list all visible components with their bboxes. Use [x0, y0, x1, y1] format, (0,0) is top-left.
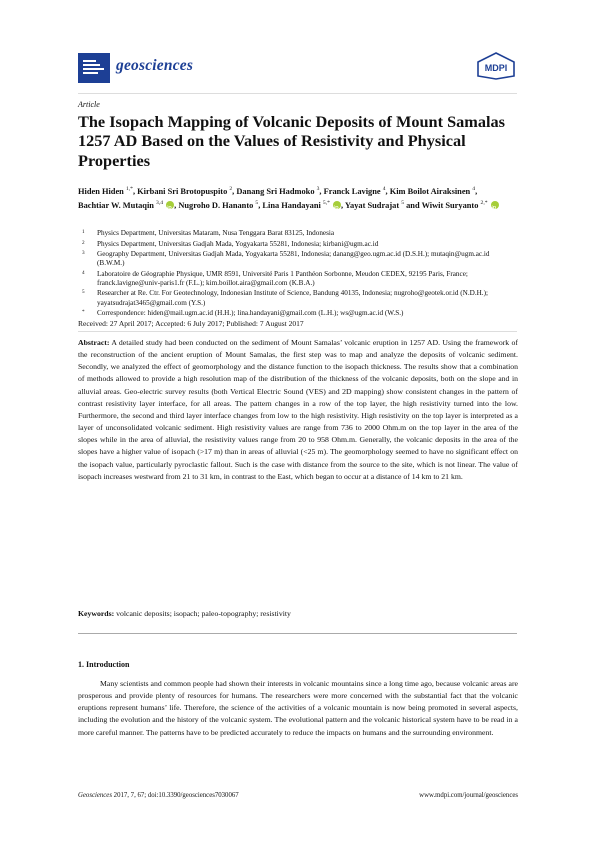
affiliation-item: 1 Physics Department, Universitas Mataram, Nusa Tenggara Barat 83125, Indonesia: [82, 229, 335, 237]
author-name[interactable]: Danang Sri Hadmoko $^3$: [236, 186, 320, 196]
author-name[interactable]: Bachtiar W. Mutaqin $^{3,4}$ iD: [78, 201, 174, 210]
orcid-icon[interactable]: [166, 201, 174, 209]
author-list: Hiden Hiden $^{1,*}$, Kirbani Sri Brotopuspito $^2$, Danang Sri Hadmoko $^3$, Franck Lavigne $^4$, Kim Boilot Airaksinen $^4$, Bachtiar W. Mutaqin $^{3,4}$ iD , Nugroho D. Hananto $^5$, Lina Handayani $^{5,*}$ iD , Yayat Sudrajat $^5$ and Wiwit Suryanto $^{2,*}$ iD: [78, 185, 518, 213]
dates-divider: [78, 331, 517, 332]
keywords-text: volcanic deposits; isopach; paleo-topography; resistivity: [116, 609, 291, 618]
orcid-icon[interactable]: [491, 201, 499, 209]
footer-journal-url[interactable]: www.mdpi.com/journal/geosciences: [419, 792, 518, 799]
author-name[interactable]: Lina Handayani $^{5,*}$ iD: [262, 201, 341, 210]
author-name[interactable]: Wiwit Suryanto $^{2,*}$ iD: [422, 201, 499, 210]
author-name[interactable]: Nugroho D. Hananto $^5$: [178, 200, 259, 210]
author-name[interactable]: Kim Boilot Airaksinen $^4$: [389, 186, 476, 196]
article-type: Article: [78, 100, 100, 109]
affiliation-item: 5 Researcher at Re. Ctr. For Geotechnology, Indonesian Institute of Science, Bandung 40135, Indonesia; nugroho@geotek.or.id (N.D.H.); yayatsudrajat3465@gmail.com (Y.S.): [82, 289, 488, 307]
section-heading-introduction: 1. Introduction: [78, 660, 130, 669]
author-name[interactable]: Yayat Sudrajat $^5$: [344, 200, 405, 210]
header-divider: [78, 93, 517, 94]
introduction-paragraph: Many scientists and common people had shown their interests in volcanic mountains since a long time ago, because volcanic areas are prosperous and provide plenty of resources for humans. The researchers were more concerned with the substantial fact that the volcanic eruptions represent humans’ life. Therefore, the science of the activities of a volcanic mountain is now being promoted in several aspects, including the evolution and the history of the volcanic system. The evolutional pattern and the volcanic historical system have to be read in a more careful manner. The patterns have to be predicted accurately to reduce the impacts on humans and the surrounding environment.: [78, 679, 518, 737]
publication-dates: Received: 27 April 2017; Accepted: 6 July 2017; Published: 7 August 2017: [78, 319, 304, 328]
affiliation-item: 2 Physics Department, Universitas Gadjah Mada, Yogyakarta 55281, Indonesia; kirbani@ugm.ac.id: [82, 239, 379, 248]
affiliation-list: [78, 229, 518, 320]
keywords: [78, 609, 291, 618]
abstract: [78, 337, 518, 483]
abstract-text: A detailed study had been conducted on the sediment of Mount Samalas’ volcanic eruption in 1257 AD. Using the framework of the reconstruction of the ancient eruption of Mount Samalas, the first step was to map and analyze the deposits of volcanic sediment. Secondly, we analyzed the effect of geomorphology and the distance function to the isopach thickness. The results show that a combination of methods allowed to provide a high resolution map of the distribution of the thickness of the volcanic deposits, both on the slope and in alluvial areas. Geo-electric survey results (both Vertical Electric Sound (VES) and 2D mapping) show consistent changes in the pattern of contrast resistivity layer interface, for all areas. The pattern changes in a row of the top layer, the high resistivity turned into the low. Furthermore, the second and third layer interface changes from low to the high resistivity. High resistivity on the top layer is interpreted as a layer of unconsolidated volcanic sediment. High resistivity values are range from 736 to 2000 Ohm.m on the top layer in the area of the slopes while in the area of alluvial, the resistivity values range from 20 to 958 Ohm.m. Generally, the volcanic deposits in the area of the slopes have a higher value of isopach (>17 m) than in areas of alluvial (<25 m). The geomorphology seemed to have no significant effect on the isopach value, particularly pyroclastic fallout. Such is the case with distance from the source to the site, which is not linear. The value of isopach increases westward from 21 to 31 km, in contrast to the East, which began to occur at a distance of 14 km to 21 km.: [78, 338, 518, 481]
journal-name: geosciences: [116, 57, 194, 74]
author-name[interactable]: Kirbani Sri Brotopuspito $^2$: [137, 186, 233, 196]
footer-citation: Geosciences 2017, 7, 67; doi:10.3390/geosciences7030067: [78, 792, 239, 799]
orcid-icon[interactable]: [333, 201, 341, 209]
keywords-label: Keywords:: [78, 609, 115, 618]
mdpi-logo-icon: [476, 52, 516, 80]
article-title: The Isopach Mapping of Volcanic Deposits of Mount Samalas 1257 AD Based on the Values of Resistivity and Physical Properties: [78, 112, 505, 170]
affiliation-item: * Correspondence: hiden@mail.ugm.ac.id (H.H.); lina.handayani@gmail.com (L.H.); ws@ugm.ac.id (W.S.): [82, 309, 404, 318]
affiliation-item: 3 Geography Department, Universitas Gadjah Mada, Yogyakarta 55281, Indonesia; danang@geo.ugm.ac.id (D.S.H.); mutaqin@ugm.ac.id (B.W.M.): [82, 250, 490, 268]
publisher-logo-text: MDPI: [484, 63, 508, 73]
journal-logo-icon: [78, 53, 110, 83]
abstract-label: Abstract:: [78, 338, 110, 347]
affiliation-item: 4 Laboratoire de Géographie Physique, UMR 8591, Université Paris 1 Panthéon Sorbonne, Meudon CEDEX, 92195 Paris, France; franck.lavigne@univ-paris1.fr (F.L.); kim.boillot.aira@gmail.com (K.B.A.): [82, 269, 468, 287]
keywords-divider: [78, 633, 517, 634]
author-name[interactable]: Hiden Hiden $^{1,*}$: [78, 186, 133, 196]
author-name[interactable]: Franck Lavigne $^4$: [323, 186, 386, 196]
